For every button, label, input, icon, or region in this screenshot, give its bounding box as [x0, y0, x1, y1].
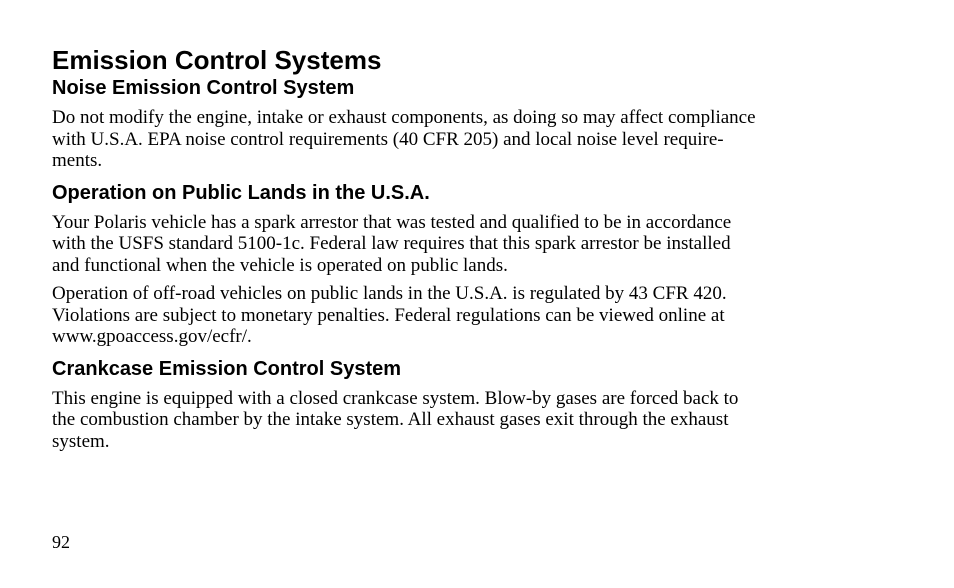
manual-page: [52, 44, 892, 452]
section-heading-public-lands: Operation on Public Lands in the U.S.A.: [52, 181, 430, 204]
crankcase-emission-paragraph: This engine is equipped with a closed crankcase system. Blow-by gases are forced back to the combustion chamber by the intake system. All exhaust gases exit through the exhaust system.: [52, 387, 739, 452]
public-lands-regulation-paragraph: Operation of off-road vehicles on public lands in the U.S.A. is regulated by 43 CFR 420. Violations are subject to monetary penalties. Federal regulations can be viewed online at www.gpoaccess.gov/ecfr/.: [52, 283, 727, 347]
section-heading-noise-emission: Noise Emission Control System: [52, 77, 355, 99]
noise-emission-paragraph: Do not modify the engine, intake or exhaust components, as doing so may affect compliance with U.S.A. EPA noise control requirements (40 CFR 205) and local noise level require- ments.: [52, 107, 756, 171]
section-heading-crankcase-emission: Crankcase Emission Control System: [52, 357, 402, 380]
spark-arrestor-paragraph: Your Polaris vehicle has a spark arrestor that was tested and qualified to be in accordance with the USFS standard 5100-1c. Federal law requires that this spark arrestor be installed and functional when the vehicle is operated on public lands.: [52, 211, 732, 276]
page-title: Emission Control Systems: [52, 45, 382, 75]
page-number: 92: [52, 532, 70, 552]
